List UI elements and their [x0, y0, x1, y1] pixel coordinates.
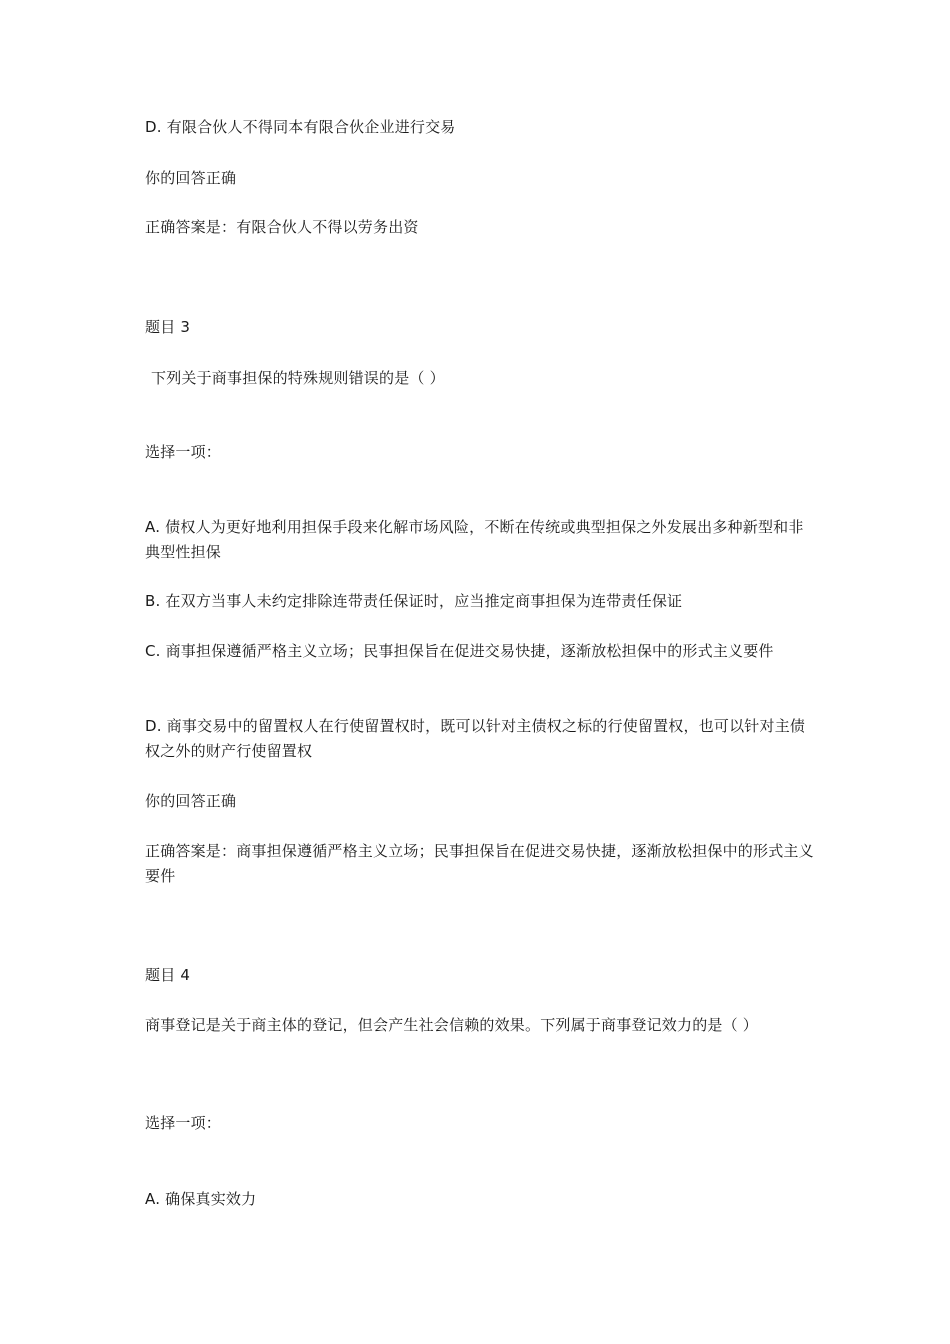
q2-option-d: D. 有限合伙人不得同本有限合伙企业进行交易 — [145, 118, 456, 136]
q2-correct-answer: 正确答案是：有限合伙人不得以劳务出资 — [145, 218, 419, 236]
q3-title: 题目 3 — [145, 318, 191, 336]
q4-choose-prompt: 选择一项： — [145, 1114, 222, 1132]
q3-option-d: D. 商事交易中的留置权人在行使留置权时，既可以针对主债权之标的行使留置权，也可以针对主债权之外的财产行使留置权 — [145, 717, 806, 760]
q3-correct-answer: 正确答案是：商事担保遵循严格主义立场；民事担保旨在促进交易快捷，逐渐放松担保中的形式主义要件 — [145, 842, 814, 885]
q3-option-b: B. 在双方当事人未约定排除连带责任保证时，应当推定商事担保为连带责任保证 — [145, 592, 683, 610]
q3-option-a: A. 债权人为更好地利用担保手段来化解市场风险，不断在传统或典型担保之外发展出多种新型和非典型性担保 — [145, 518, 804, 561]
q2-feedback: 你的回答正确 — [145, 169, 237, 187]
q4-option-a: A. 确保真实效力 — [145, 1190, 257, 1208]
q3-option-c: C. 商事担保遵循严格主义立场；民事担保旨在促进交易快捷，逐渐放松担保中的形式主义要件 — [145, 642, 774, 660]
q4-stem: 商事登记是关于商主体的登记，但会产生社会信赖的效果。下列属于商事登记效力的是（ ） — [145, 1016, 758, 1034]
q4-title: 题目 4 — [145, 966, 191, 984]
q3-feedback: 你的回答正确 — [145, 792, 237, 810]
q3-choose-prompt: 选择一项： — [145, 443, 222, 461]
q3-stem: 下列关于商事担保的特殊规则错误的是（ ） — [151, 369, 445, 387]
